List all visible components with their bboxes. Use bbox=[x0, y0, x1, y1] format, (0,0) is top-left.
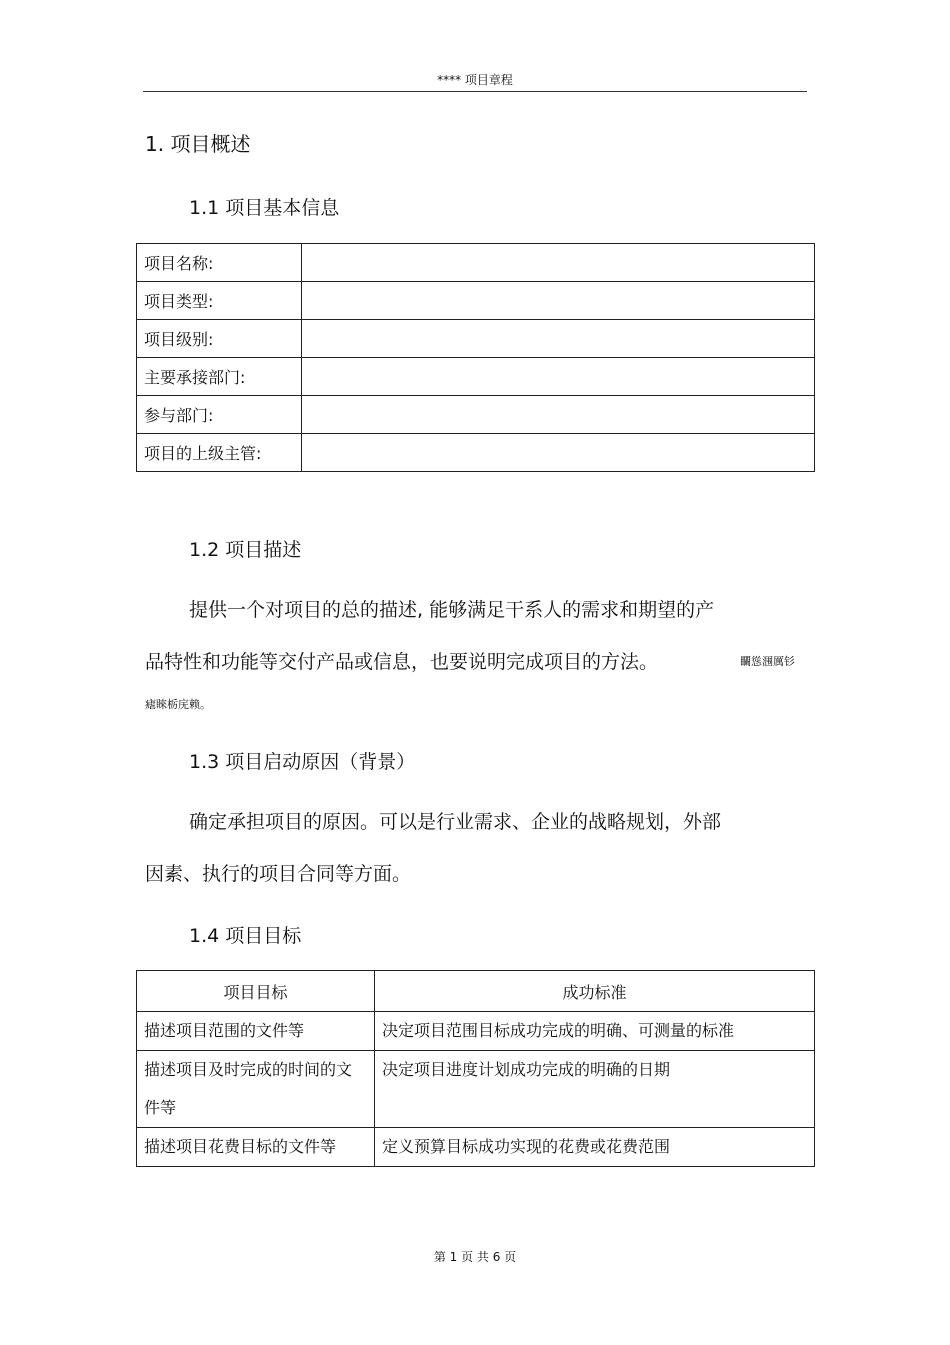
table-row bbox=[137, 434, 815, 472]
background-line-1: 确定承担项目的原因。可以是行业需求、企业的战略规划，外部 bbox=[189, 811, 722, 833]
table-row bbox=[137, 396, 815, 434]
row-label: 项目的上级主管: bbox=[137, 434, 302, 472]
goal-cell: 描述项目范围的文件等 bbox=[137, 1012, 375, 1051]
page-footer: 第 1 页 共 6 页 bbox=[433, 1250, 517, 1264]
background-line-2: 因素、执行的项目合同等方面。 bbox=[145, 863, 412, 885]
section-1-title: 1. 项目概述 bbox=[145, 132, 251, 156]
header-text: **** 项目章程 bbox=[437, 73, 513, 87]
column-header-goal: 项目目标 bbox=[137, 971, 375, 1012]
section-1-2-title: 1.2 项目描述 bbox=[189, 539, 302, 561]
description-paragraph bbox=[145, 584, 795, 688]
goal-cell: 描述项目花费目标的文件等 bbox=[137, 1128, 375, 1167]
table-row bbox=[137, 320, 815, 358]
row-value[interactable] bbox=[302, 434, 815, 472]
row-value[interactable] bbox=[302, 282, 815, 320]
table-row bbox=[137, 1051, 815, 1128]
row-label: 主要承接部门: bbox=[137, 358, 302, 396]
background-paragraph bbox=[145, 796, 795, 900]
description-line-1: 提供一个对项目的总的描述, 能够满足干系人的需求和期望的产 bbox=[189, 599, 715, 621]
goals-table bbox=[136, 970, 815, 1167]
criteria-cell: 决定项目进度计划成功完成的明确的日期 bbox=[375, 1051, 815, 1128]
row-value[interactable] bbox=[302, 244, 815, 282]
table-row bbox=[137, 1012, 815, 1051]
table-row bbox=[137, 244, 815, 282]
column-header-criteria: 成功标准 bbox=[375, 971, 815, 1012]
noise-text-1: 矙慫涠厲钐 bbox=[740, 655, 795, 668]
row-value[interactable] bbox=[302, 320, 815, 358]
criteria-cell: 决定项目范围目标成功完成的明确、可测量的标准 bbox=[375, 1012, 815, 1051]
row-label: 项目级别: bbox=[137, 320, 302, 358]
description-line-2: 品特性和功能等交付产品或信息，也要说明完成项目的方法。 bbox=[145, 651, 659, 673]
section-1-3-title: 1.3 项目启动原因（背景） bbox=[189, 751, 416, 773]
table-header-row bbox=[137, 971, 815, 1012]
table-row bbox=[137, 282, 815, 320]
table-row bbox=[137, 1128, 815, 1167]
description-line-2-wrap bbox=[145, 636, 795, 688]
row-value[interactable] bbox=[302, 358, 815, 396]
table-row bbox=[137, 358, 815, 396]
goal-cell: 描述项目及时完成的时间的文件等 bbox=[137, 1051, 375, 1128]
noise-text-2: 瘧睞栃庑赖。 bbox=[145, 698, 211, 711]
row-label: 项目名称: bbox=[137, 244, 302, 282]
row-label: 参与部门: bbox=[137, 396, 302, 434]
section-1-1-title: 1.1 项目基本信息 bbox=[189, 197, 340, 219]
page-header bbox=[143, 68, 807, 92]
row-value[interactable] bbox=[302, 396, 815, 434]
row-label: 项目类型: bbox=[137, 282, 302, 320]
section-1-4-title: 1.4 项目目标 bbox=[189, 925, 302, 947]
basic-info-table bbox=[136, 243, 815, 472]
criteria-cell: 定义预算目标成功实现的花费或花费范围 bbox=[375, 1128, 815, 1167]
